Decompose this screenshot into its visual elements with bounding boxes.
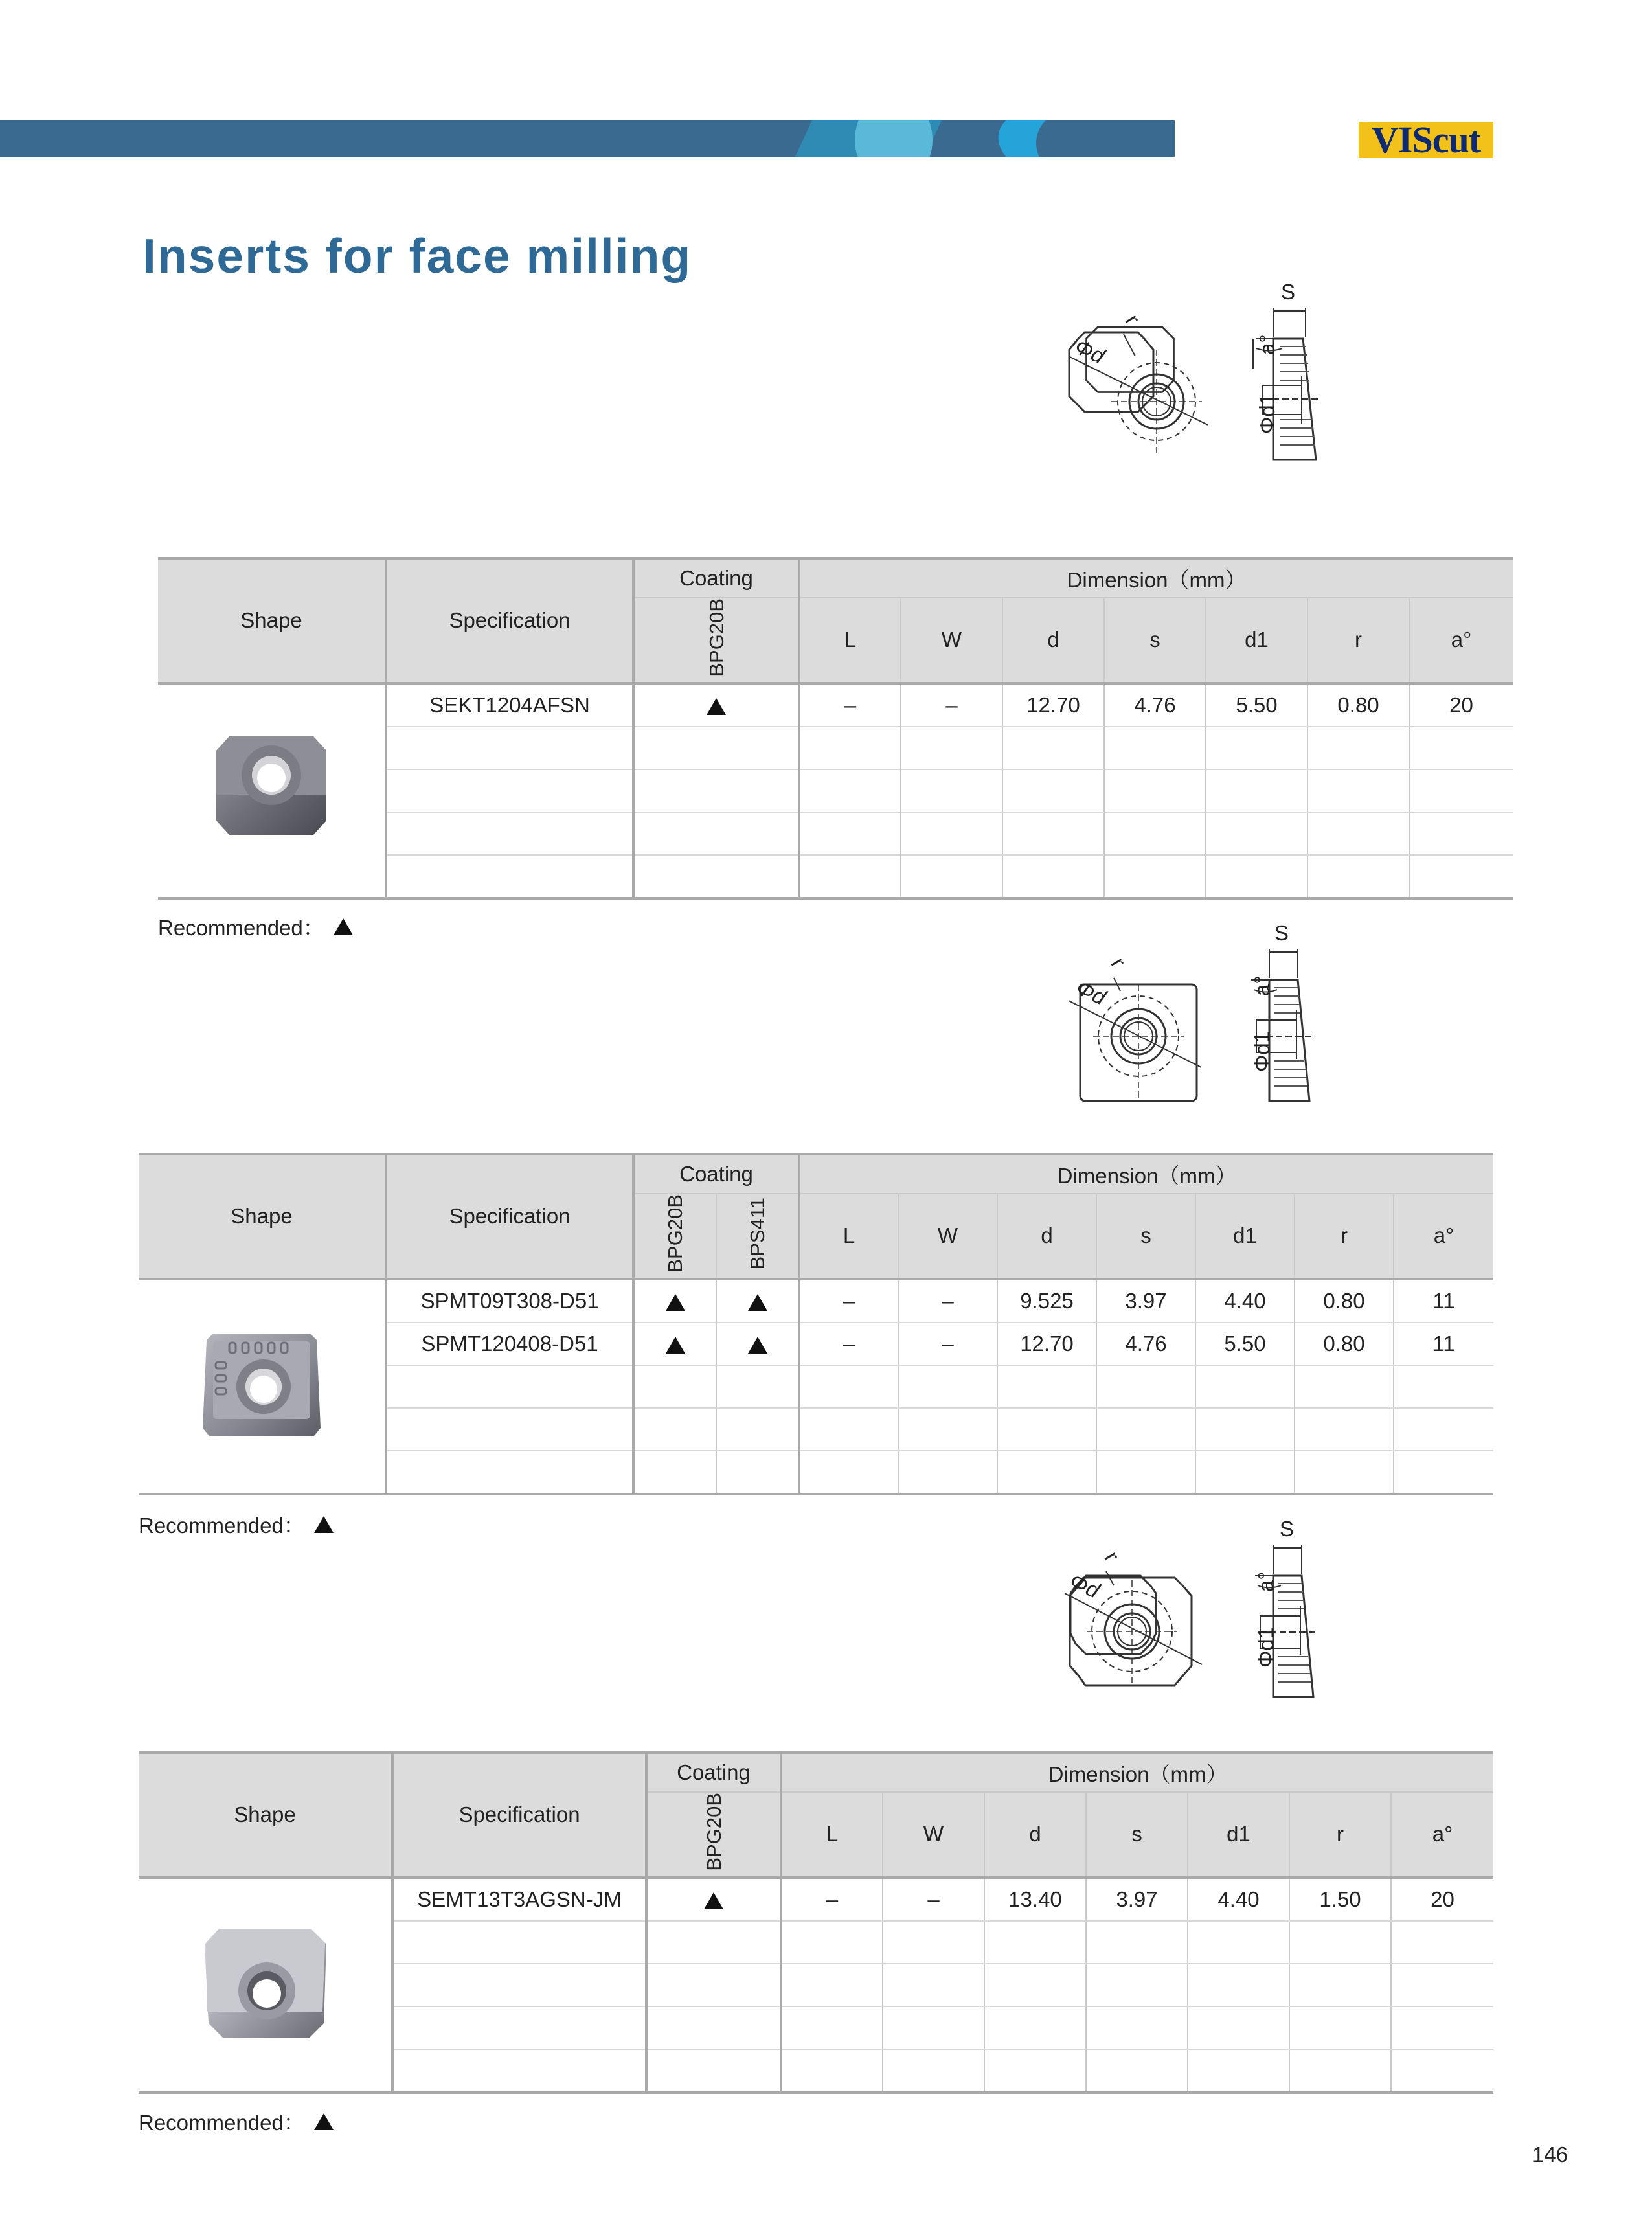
coating-header: Coating [646, 1753, 781, 1792]
dim-cell-a: 11 [1394, 1323, 1493, 1365]
banner-swoosh [855, 120, 933, 157]
coating-cell [646, 1878, 781, 1921]
recommended-marker [334, 918, 353, 935]
dim-cell-L: – [799, 683, 901, 727]
dim-cell-L: – [781, 1878, 883, 1921]
coating-cell [716, 1279, 799, 1323]
recommended-marker [666, 1294, 685, 1311]
dim-cell-a: 11 [1394, 1279, 1493, 1323]
dim-cell-r: 0.80 [1307, 683, 1409, 727]
coating-column-header [633, 598, 799, 683]
dim-header-r: r [1307, 598, 1409, 683]
dim-cell-d1: 4.40 [1195, 1279, 1295, 1323]
specification-header: Specification [392, 1753, 646, 1878]
dim-header-a: a° [1409, 598, 1513, 683]
recommended-note-1 [158, 911, 353, 942]
insert-photo [203, 723, 339, 853]
dim-header-d1: d1 [1195, 1194, 1295, 1279]
dim-cell-a: 20 [1391, 1878, 1493, 1921]
a-label: a° [1250, 975, 1274, 996]
dim-header-d1: d1 [1206, 598, 1307, 683]
dim-header-d: d [984, 1792, 1086, 1878]
dim-cell-d1: 5.50 [1206, 683, 1307, 727]
dim-header-r: r [1295, 1194, 1394, 1279]
dim-header-d1: d1 [1188, 1792, 1289, 1878]
a-label: a° [1254, 1571, 1278, 1592]
dim-cell-r: 1.50 [1289, 1878, 1391, 1921]
dim-cell-s: 4.76 [1096, 1323, 1195, 1365]
insert-photo-cell [139, 1279, 386, 1494]
dim-cell-d1: 5.50 [1195, 1323, 1295, 1365]
coating-cell [633, 683, 799, 727]
insert-photo [190, 1914, 339, 2050]
spec-table-1 [158, 557, 1513, 900]
dim-cell-L: – [799, 1323, 898, 1365]
phi-d-label: Φd [1072, 975, 1110, 1010]
insert-diagram-2 [997, 913, 1373, 1120]
coating-header: Coating [633, 558, 799, 598]
dim-header-W: W [898, 1194, 997, 1279]
coating-column-header [716, 1194, 799, 1279]
dim-header-s: s [1104, 598, 1206, 683]
dim-cell-L: – [799, 1279, 898, 1323]
dim-cell-d1: 4.40 [1188, 1878, 1289, 1921]
coating-grade: BPG20B [702, 1793, 725, 1871]
dim-header-L: L [799, 1194, 898, 1279]
coating-column-header [646, 1792, 781, 1878]
spec-table-3 [139, 1751, 1493, 2094]
dim-cell-r: 0.80 [1295, 1323, 1394, 1365]
dim-cell-W: – [898, 1323, 997, 1365]
coating-grade: BPG20B [664, 1194, 686, 1273]
phi-d1-label: Φd1 [1250, 1030, 1274, 1072]
recommended-marker [704, 1892, 723, 1909]
recommended-label: Recommended： [158, 916, 324, 940]
dimension-header: Dimension（mm） [781, 1753, 1493, 1792]
spec-cell: SPMT09T308-D51 [386, 1279, 633, 1323]
dim-cell-r: 0.80 [1295, 1279, 1394, 1323]
dim-header-d: d [997, 1194, 1096, 1279]
dim-cell-W: – [898, 1279, 997, 1323]
dim-header-W: W [901, 598, 1002, 683]
coating-grade: BPG20B [705, 598, 728, 677]
banner-swoosh [1036, 120, 1088, 157]
recommended-marker [748, 1337, 767, 1354]
dimension-header: Dimension（mm） [799, 558, 1513, 598]
insert-diagram-1 [997, 272, 1373, 479]
phi-d-label: Φd [1071, 334, 1109, 369]
dim-cell-s: 3.97 [1096, 1279, 1195, 1323]
recommended-marker [314, 1516, 334, 1533]
phi-d-label: Φd [1066, 1568, 1103, 1603]
dim-cell-a: 20 [1409, 683, 1513, 727]
spec-table-2 [139, 1153, 1493, 1495]
dim-cell-d: 9.525 [997, 1279, 1096, 1323]
s-label: S [1274, 921, 1289, 945]
coating-cell [716, 1323, 799, 1365]
specification-header: Specification [386, 558, 633, 683]
recommended-marker [666, 1337, 685, 1354]
table-row [158, 683, 1513, 727]
dim-cell-d: 12.70 [1002, 683, 1104, 727]
table-row [139, 1878, 1493, 1921]
dim-header-a: a° [1391, 1792, 1493, 1878]
insert-photo [194, 1319, 330, 1449]
dim-cell-s: 3.97 [1086, 1878, 1188, 1921]
shape-header: Shape [158, 558, 386, 683]
recommended-label: Recommended： [139, 1514, 305, 1538]
spec-cell: SEKT1204AFSN [386, 683, 633, 727]
insert-diagram-3 [997, 1516, 1373, 1716]
header-banner [0, 120, 1175, 157]
dim-header-a: a° [1394, 1194, 1493, 1279]
dim-cell-W: – [883, 1878, 984, 1921]
insert-photo-cell [158, 683, 386, 898]
dim-header-L: L [799, 598, 901, 683]
dim-header-d: d [1002, 598, 1104, 683]
s-label: S [1281, 280, 1296, 304]
dim-cell-W: – [901, 683, 1002, 727]
brand-logo: VIScut [1359, 122, 1493, 158]
r-label: r [1120, 310, 1145, 329]
specification-header: Specification [386, 1154, 633, 1279]
spec-cell: SEMT13T3AGSN-JM [392, 1878, 646, 1921]
dim-cell-s: 4.76 [1104, 683, 1206, 727]
recommended-note-3 [139, 2106, 334, 2137]
recommended-marker [707, 698, 726, 715]
dim-cell-d: 13.40 [984, 1878, 1086, 1921]
phi-d1-label: Φd1 [1255, 392, 1279, 434]
a-label: a° [1255, 334, 1279, 355]
page-number: 146 [1532, 2142, 1568, 2166]
recommended-label: Recommended： [139, 2111, 305, 2135]
table-row [139, 1279, 1493, 1323]
spec-cell: SPMT120408-D51 [386, 1323, 633, 1365]
dim-header-s: s [1096, 1194, 1195, 1279]
dimension-header: Dimension（mm） [799, 1154, 1493, 1194]
recommended-note-2 [139, 1509, 334, 1539]
s-label: S [1280, 1517, 1295, 1541]
dim-header-W: W [883, 1792, 984, 1878]
shape-header: Shape [139, 1154, 386, 1279]
coating-column-header [633, 1194, 716, 1279]
coating-header: Coating [633, 1154, 799, 1194]
coating-cell [633, 1323, 716, 1365]
r-label: r [1100, 1547, 1124, 1566]
coating-grade: BPS411 [746, 1197, 769, 1270]
dim-header-s: s [1086, 1792, 1188, 1878]
phi-d1-label: Φd1 [1254, 1626, 1278, 1668]
insert-photo-cell [139, 1878, 392, 2093]
shape-header: Shape [139, 1753, 392, 1878]
dim-header-r: r [1289, 1792, 1391, 1878]
dim-header-L: L [781, 1792, 883, 1878]
recommended-marker [748, 1294, 767, 1311]
coating-cell [633, 1279, 716, 1323]
page-title: Inserts for face milling [142, 229, 692, 283]
dim-cell-d: 12.70 [997, 1323, 1096, 1365]
recommended-marker [314, 2113, 334, 2130]
r-label: r [1106, 953, 1131, 972]
